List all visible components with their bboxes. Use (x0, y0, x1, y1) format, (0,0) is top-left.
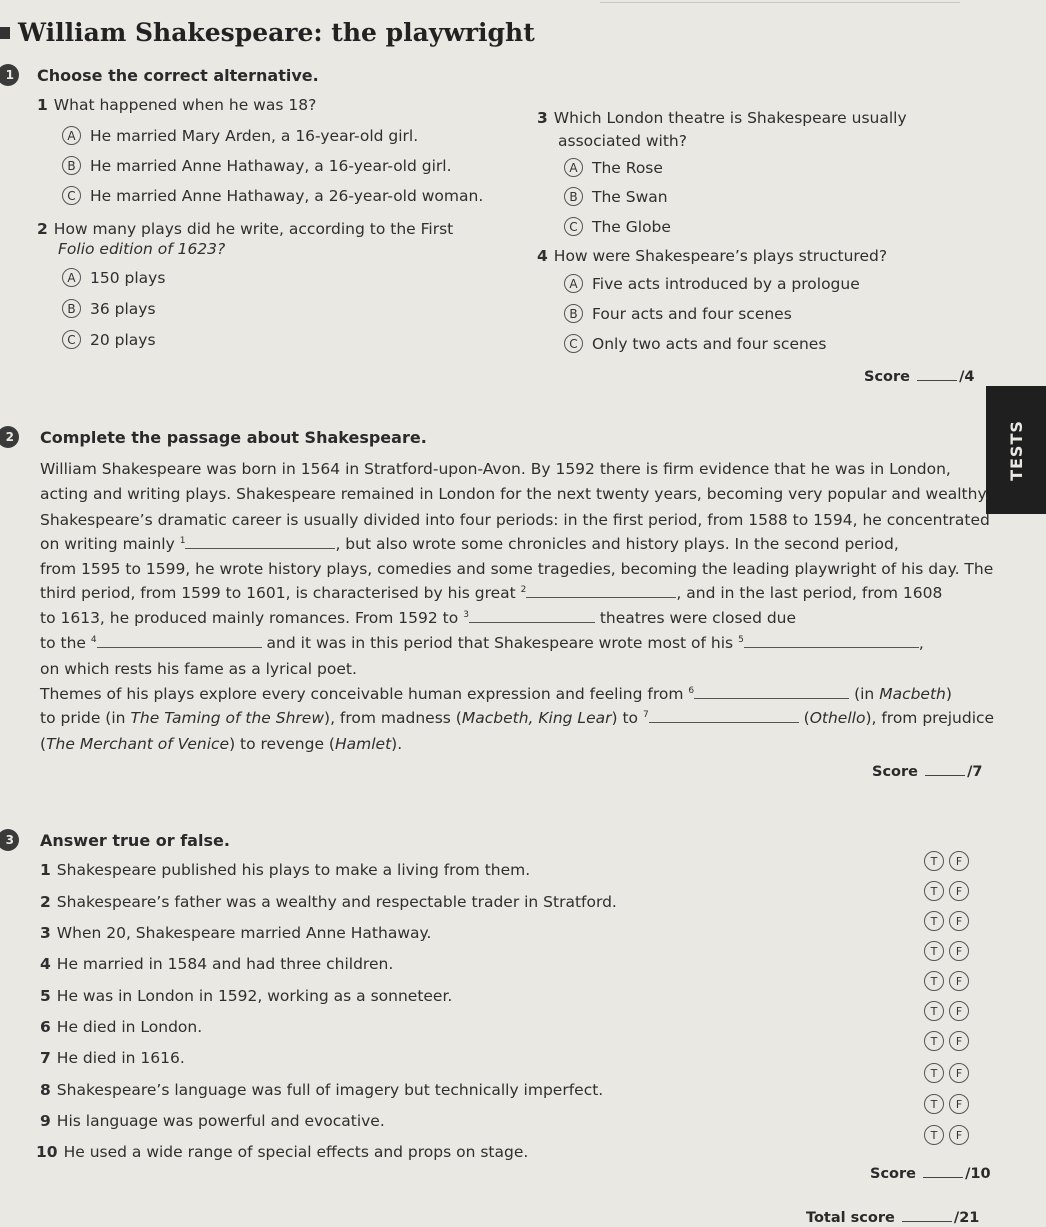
section-2-number: 2 (0, 426, 19, 448)
tests-side-tab: TESTS (986, 386, 1046, 514)
tf-choice-4 (924, 941, 969, 961)
true-option[interactable]: T (924, 1094, 944, 1114)
total-score-blank[interactable] (902, 1221, 952, 1222)
question-2: 2 How many plays did he write, according to the First (37, 220, 454, 238)
false-option[interactable]: F (949, 941, 969, 961)
gap-5[interactable] (744, 636, 919, 648)
section-3-number: 3 (0, 829, 19, 851)
tf-statement-5: 5 He was in London in 1592, working as a sonneteer. (40, 987, 453, 1005)
tf-choice-3 (924, 911, 969, 931)
tf-choice-10 (924, 1125, 969, 1145)
tf-statement-2: 2 Shakespeare’s father was a wealthy and respectable trader in Stratford. (40, 893, 617, 911)
q1-option-a[interactable]: A He married Mary Arden, a 16-year-old girl. (62, 126, 418, 145)
question-4: 4 How were Shakespeare’s plays structured? (537, 247, 888, 265)
q1-option-c[interactable]: C He married Anne Hathaway, a 26-year-old woman. (62, 186, 483, 205)
question-2-line2: Folio edition of 1623? (58, 240, 226, 258)
q2-option-c[interactable]: C 20 plays (62, 330, 156, 349)
gap-4[interactable] (97, 636, 262, 648)
true-option[interactable]: T (924, 941, 944, 961)
tf-statement-10: 10 He used a wide range of special effects and props on stage. (36, 1143, 529, 1161)
tf-statement-4: 4 He married in 1584 and had three children. (40, 955, 394, 973)
q3-option-b[interactable]: B The Swan (564, 187, 668, 206)
false-option[interactable]: F (949, 881, 969, 901)
score-blank[interactable] (917, 380, 957, 381)
passage-line: (The Merchant of Venice) to revenge (Hamlet). (40, 735, 403, 753)
false-option[interactable]: F (949, 851, 969, 871)
true-option[interactable]: T (924, 1001, 944, 1021)
tf-statement-7: 7 He died in 1616. (40, 1049, 185, 1067)
passage-line: Shakespeare’s dramatic career is usually divided into four periods: in the ﬁrst period, from 1588 to 1594, he concentrated (40, 511, 990, 529)
gap-6[interactable] (694, 687, 849, 699)
passage-line: on which rests his fame as a lyrical poet. (40, 660, 357, 678)
tf-statement-9: 9 His language was powerful and evocative. (40, 1112, 385, 1130)
q3-option-c[interactable]: C The Globe (564, 217, 671, 236)
tf-choice-8 (924, 1063, 969, 1083)
tf-choice-6 (924, 1001, 969, 1021)
section-1-number: 1 (0, 64, 19, 86)
passage-line: William Shakespeare was born in 1564 in Stratford-upon-Avon. By 1592 there is ﬁrm evidence that he was in London, (40, 460, 951, 478)
q2-option-b[interactable]: B 36 plays (62, 299, 156, 318)
false-option[interactable]: F (949, 1031, 969, 1051)
question-1: 1 What happened when he was 18? (37, 96, 317, 114)
true-option[interactable]: T (924, 851, 944, 871)
false-option[interactable]: F (949, 911, 969, 931)
tf-choice-9 (924, 1094, 969, 1114)
gap-7[interactable] (649, 711, 799, 723)
passage-line: acting and writing plays. Shakespeare remained in London for the next twenty years, becoming very popular and wealthy. (40, 485, 990, 503)
page-title: William Shakespeare: the playwright (18, 18, 535, 47)
section-3-instruction: Answer true or false. (40, 831, 230, 850)
passage-line: Themes of his plays explore every conceivable human expression and feeling from $^6$ (in Macbeth) (40, 685, 952, 703)
q4-option-a[interactable]: A Five acts introduced by a prologue (564, 274, 860, 293)
false-option[interactable]: F (949, 1001, 969, 1021)
tf-statement-6: 6 He died in London. (40, 1018, 203, 1036)
false-option[interactable]: F (949, 1063, 969, 1083)
tf-choice-5 (924, 971, 969, 991)
section-3-score: Score /10 (870, 1166, 991, 1182)
section-1-score: Score /4 (864, 369, 975, 385)
true-option[interactable]: T (924, 1125, 944, 1145)
gap-1[interactable] (185, 537, 335, 549)
false-option[interactable]: F (949, 1094, 969, 1114)
section-2-score: Score /7 (872, 764, 983, 780)
q1-option-b[interactable]: B He married Anne Hathaway, a 16-year-old girl. (62, 156, 452, 175)
section-2-instruction: Complete the passage about Shakespeare. (40, 428, 427, 447)
tf-statement-3: 3 When 20, Shakespeare married Anne Hathaway. (40, 924, 432, 942)
passage-line: to pride (in The Taming of the Shrew), from madness (Macbeth, King Lear) to $^7$ (Othello), from prejudice (40, 709, 995, 727)
section-1-instruction: Choose the correct alternative. (37, 66, 319, 85)
passage-line: third period, from 1599 to 1601, is characterised by his great $^2$ , and in the last period, from 1608 (40, 584, 943, 602)
passage-line: to 1613, he produced mainly romances. From 1592 to $^3$ theatres were closed due (40, 609, 797, 627)
tf-choice-1 (924, 851, 969, 871)
passage-line: on writing mainly $^1$ , but also wrote some chronicles and history plays. In the second period, (40, 535, 899, 553)
question-3: 3 Which London theatre is Shakespeare usually (537, 109, 907, 127)
q4-option-c[interactable]: C Only two acts and four scenes (564, 334, 826, 353)
gap-2[interactable] (526, 586, 676, 598)
passage-line: from 1595 to 1599, he wrote history plays, comedies and some tragedies, becoming the leading playwright of his day. The (40, 560, 994, 578)
tf-choice-7 (924, 1031, 969, 1051)
false-option[interactable]: F (949, 1125, 969, 1145)
gap-3[interactable] (469, 611, 595, 623)
score-blank[interactable] (923, 1177, 963, 1178)
q4-option-b[interactable]: B Four acts and four scenes (564, 304, 792, 323)
tf-choice-2 (924, 881, 969, 901)
false-option[interactable]: F (949, 971, 969, 991)
true-option[interactable]: T (924, 881, 944, 901)
true-option[interactable]: T (924, 911, 944, 931)
true-option[interactable]: T (924, 1063, 944, 1083)
score-blank[interactable] (925, 775, 965, 776)
q3-option-a[interactable]: A The Rose (564, 158, 663, 177)
tf-statement-1: 1 Shakespeare published his plays to make a living from them. (40, 861, 531, 879)
tf-statement-8: 8 Shakespeare’s language was full of imagery but technically imperfect. (40, 1081, 604, 1099)
title-marker (0, 27, 10, 39)
question-3-line2: associated with? (558, 132, 687, 150)
true-option[interactable]: T (924, 1031, 944, 1051)
total-score: Total score /21 (806, 1210, 980, 1226)
top-rule (600, 2, 960, 3)
true-option[interactable]: T (924, 971, 944, 991)
q2-option-a[interactable]: A 150 plays (62, 268, 165, 287)
passage-line: to the $^4$ and it was in this period that Shakespeare wrote most of his $^5$ , (40, 634, 924, 652)
